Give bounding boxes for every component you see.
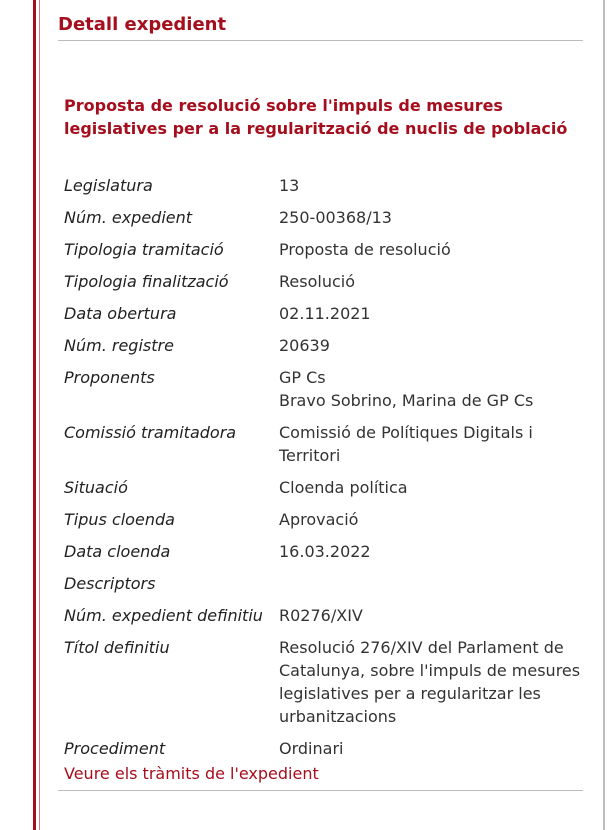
detail-row [64, 421, 584, 467]
detail-value-line: Bravo Sobrino, Marina de GP Cs [279, 391, 534, 410]
detail-value [279, 476, 584, 499]
detail-label: Núm. expedient definitiu [64, 606, 263, 625]
detail-label: Tipologia tramitació [64, 240, 224, 259]
detail-row [64, 270, 584, 293]
detail-label: Situació [64, 478, 128, 497]
detail-value [279, 238, 584, 261]
detail-label: Núm. registre [64, 336, 174, 355]
detail-value-line: Resolució [279, 272, 355, 291]
detail-value-line: 250-00368/13 [279, 208, 392, 227]
detail-label: Comissió tramitadora [64, 423, 237, 442]
expedient-title: Proposta de resolució sobre l'impuls de mesures legislatives per a la regularització de nuclis de població [64, 96, 568, 138]
detail-value [279, 737, 584, 760]
left-border-outer [33, 0, 36, 830]
detail-label: Tipus cloenda [64, 510, 175, 529]
footer-divider [58, 790, 583, 791]
detail-value [279, 636, 584, 728]
detail-value-line: Comissió de Polítiques Digitals i Territori [279, 423, 533, 465]
detail-value [279, 508, 584, 531]
detail-label: Data obertura [64, 304, 177, 323]
detail-row [64, 540, 584, 563]
detail-label: Descriptors [64, 574, 156, 593]
detail-row [64, 334, 584, 357]
detail-row [64, 302, 584, 325]
detail-label: Núm. expedient [64, 208, 193, 227]
detail-value-line: Cloenda política [279, 478, 408, 497]
detail-row [64, 636, 584, 728]
detail-value [279, 302, 584, 325]
detail-label: Títol definitiu [64, 638, 170, 657]
detail-value [279, 604, 584, 627]
detail-value [279, 572, 584, 595]
detail-value [279, 334, 584, 357]
detail-value-line: GP Cs [279, 368, 326, 387]
detail-value [279, 540, 584, 563]
detail-row [64, 572, 584, 595]
detail-label: Data cloenda [64, 542, 171, 561]
detail-value-line: 16.03.2022 [279, 542, 371, 561]
header-divider [58, 40, 583, 41]
detail-row [64, 476, 584, 499]
detail-row [64, 604, 584, 627]
detail-value-line: Ordinari [279, 739, 344, 758]
detail-value [279, 366, 584, 412]
detail-value-line: 02.11.2021 [279, 304, 371, 323]
right-border [603, 0, 605, 830]
page-title: Detall expedient [58, 14, 227, 35]
detail-value [279, 206, 584, 229]
detail-value [279, 174, 584, 197]
detail-label: Tipologia finalització [64, 272, 229, 291]
detail-row [64, 174, 584, 197]
detail-value-line: 20639 [279, 336, 330, 355]
expedient-details [64, 174, 584, 769]
detail-row [64, 238, 584, 261]
detail-value-line: Aprovació [279, 510, 359, 529]
detail-row [64, 366, 584, 412]
detail-row [64, 206, 584, 229]
detail-label: Procediment [64, 739, 166, 758]
detail-label: Proponents [64, 368, 155, 387]
view-procedures-link[interactable]: Veure els tràmits de l'expedient [64, 764, 319, 783]
detail-label: Legislatura [64, 176, 153, 195]
detail-value-line: Resolució 276/XIV del Parlament de Catalunya, sobre l'impuls de mesures legislatives per a regularitzar les urbanitzacions [279, 638, 581, 726]
detail-row [64, 508, 584, 531]
detail-value [279, 270, 584, 293]
left-border-inner [39, 0, 40, 830]
detail-row [64, 737, 584, 760]
detail-value-line: Proposta de resolució [279, 240, 451, 259]
detail-value-line: 13 [279, 176, 300, 195]
detail-value [279, 421, 584, 467]
detail-value-line: R0276/XIV [279, 606, 363, 625]
